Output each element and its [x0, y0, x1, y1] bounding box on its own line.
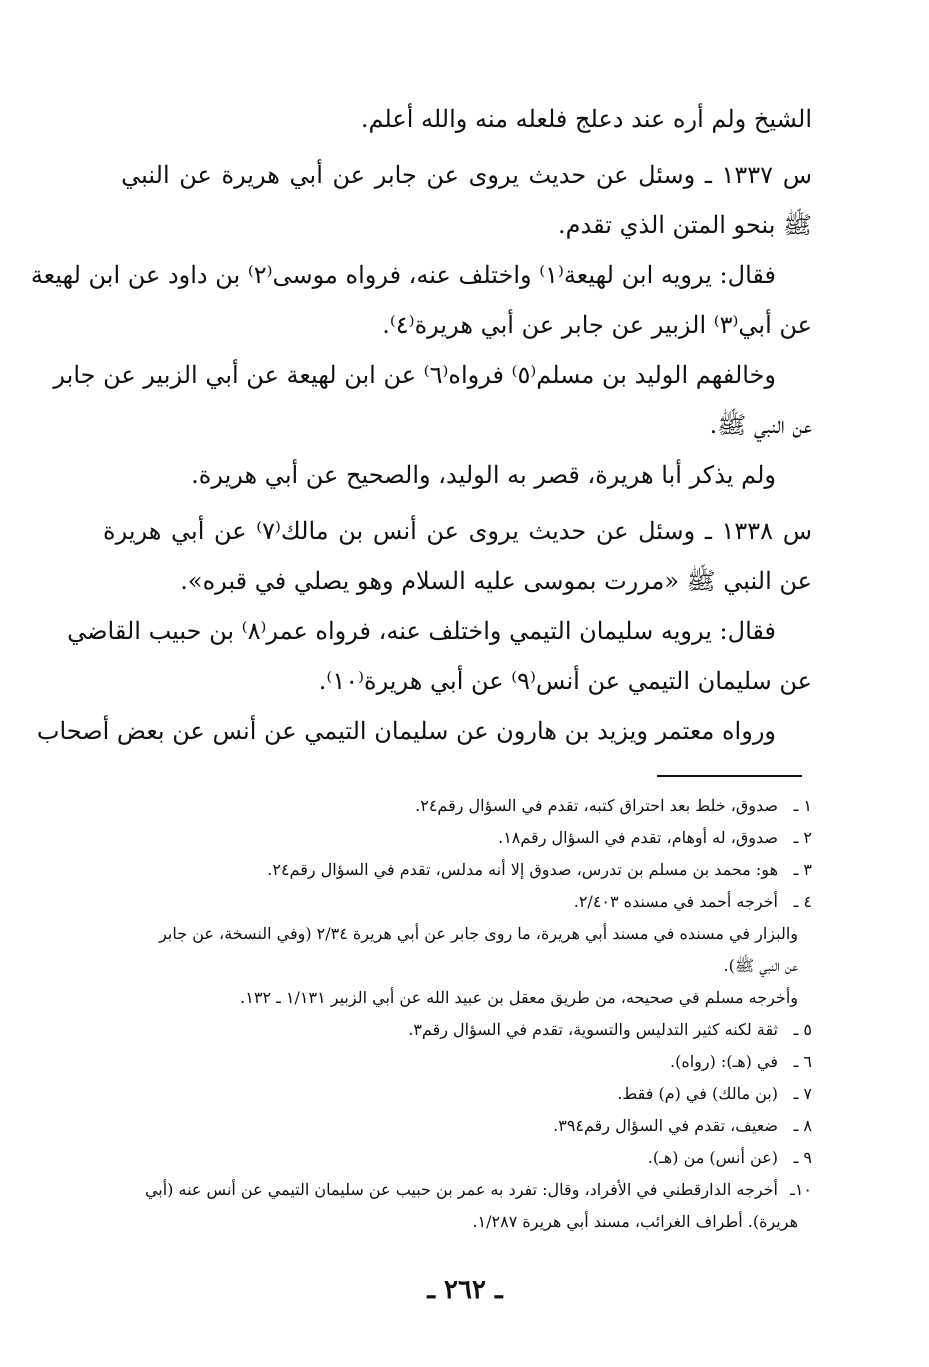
- footnote-number: ١ ـ: [793, 796, 812, 815]
- footnote-text: (بن مالك) في (م) فقط.: [617, 1084, 778, 1103]
- footnote: [100, 1206, 812, 1238]
- text-line: عن سليمان التيمي عن أنس⁽٩⁾ عن أبي هريرة⁽١٠⁾.: [318, 667, 812, 695]
- text-line: س ١٣٣٧ ـ وسئل عن حديث يروى عن جابر عن أبي هريرة عن النبي: [121, 161, 812, 189]
- main-text: [30, 94, 812, 756]
- text-line: س ١٣٣٨ ـ وسئل عن حديث يروى عن أنس بن مالك⁽٧⁾ عن أبي هريرة: [103, 517, 812, 545]
- footnote-text: ضعيف، تقدم في السؤال رقم٣٩٤.: [553, 1116, 778, 1135]
- page-number: ـ ٢٦٢ ـ: [427, 1275, 503, 1305]
- footnote: [100, 822, 812, 854]
- footnote-number: ١٠ـ: [790, 1180, 812, 1199]
- footnote-text: أخرجه أحمد في مسنده ٢/٤٠٣.: [573, 892, 778, 911]
- footnote-separator: [657, 775, 802, 777]
- footnote: [100, 1014, 812, 1046]
- footnote-text: عن النبي ﷺ).: [723, 956, 798, 975]
- footnote-text: في (هـ): (رواه).: [669, 1052, 778, 1071]
- footnote-number: ٧ ـ: [793, 1084, 812, 1103]
- footnote-number: ٩ ـ: [793, 1148, 812, 1167]
- footnote-text: أخرجه الدارقطني في الأفراد، وقال: تفرد به عمر بن حبيب عن سليمان التيمي عن أنس عنه (أبي: [144, 1180, 778, 1199]
- text-line: عن أبي⁽٣⁾ الزبير عن جابر عن أبي هريرة⁽٤⁾.: [382, 311, 812, 339]
- text-line: وخالفهم الوليد بن مسلم⁽٥⁾ فرواه⁽٦⁾ عن ابن لهيعة عن أبي الزبير عن جابر: [53, 361, 776, 389]
- text-line: الشيخ ولم أره عند دعلج فلعله منه والله أعلم.: [360, 105, 812, 133]
- text-line: عن النبي ﷺ «مررت بموسى عليه السلام وهو يصلي في قبره».: [180, 567, 812, 595]
- footnote-text: هو: محمد بن مسلم بن تدرس، صدوق إلا أنه مدلس، تقدم في السؤال رقم٢٤.: [267, 860, 778, 879]
- footnote-number: ٤ ـ: [793, 892, 812, 911]
- footnote-text: وأخرجه مسلم في صحيحه، من طريق معقل بن عبيد الله عن أبي الزبير ١/١٣١ ـ ١٣٢.: [240, 988, 798, 1007]
- footnote: [100, 1046, 812, 1078]
- footnote: [100, 1142, 812, 1174]
- footnote: [100, 950, 812, 982]
- footnote: [100, 918, 812, 950]
- footnote-number: ٣ ـ: [793, 860, 812, 879]
- footnote-text: والبزار في مسنده في مسند أبي هريرة، ما روى جابر عن أبي هريرة ٢/٣٤ (وفي النسخة، عن جابر: [159, 924, 798, 943]
- footnote: [100, 1078, 812, 1110]
- footnote: [100, 982, 812, 1014]
- text-line: ورواه معتمر ويزيد بن هارون عن سليمان التيمي عن أنس عن بعض أصحاب: [36, 717, 776, 745]
- footnote-number: ٥ ـ: [793, 1020, 812, 1039]
- text-line: عن النبي ﷺ.: [709, 411, 812, 439]
- footnote-number: ٢ ـ: [793, 828, 812, 847]
- text-line: فقال: يرويه سليمان التيمي واختلف عنه، فرواه عمر⁽٨⁾ بن حبيب القاضي: [67, 617, 776, 645]
- footnote-text: صدوق، له أوهام، تقدم في السؤال رقم١٨.: [498, 828, 778, 847]
- footnote: [100, 886, 812, 918]
- footnote-text: ثقة لكنه كثير التدليس والتسوية، تقدم في السؤال رقم٣.: [408, 1020, 778, 1039]
- footnote-text: (عن أنس) من (هـ).: [647, 1148, 778, 1167]
- footnote: [100, 854, 812, 886]
- footnote: [100, 1174, 812, 1206]
- footnote-number: ٨ ـ: [793, 1116, 812, 1135]
- footnote: [100, 1110, 812, 1142]
- text-line: ﷺ بنحو المتن الذي تقدم.: [558, 211, 812, 239]
- text-line: فقال: يرويه ابن لهيعة⁽١⁾ واختلف عنه، فرواه موسى⁽٢⁾ بن داود عن ابن لهيعة: [30, 261, 776, 289]
- footnote: [100, 790, 812, 822]
- footnote-text: هريرة). أطراف الغرائب، مسند أبي هريرة ١/٢٨٧.: [472, 1212, 798, 1231]
- footnotes: [100, 790, 812, 1238]
- footnote-text: صدوق، خلط بعد احتراق كتبه، تقدم في السؤال رقم٢٤.: [415, 796, 778, 815]
- text-line: ولم يذكر أبا هريرة، قصر به الوليد، والصحيح عن أبي هريرة.: [191, 461, 776, 489]
- footnote-number: ٦ ـ: [793, 1052, 812, 1071]
